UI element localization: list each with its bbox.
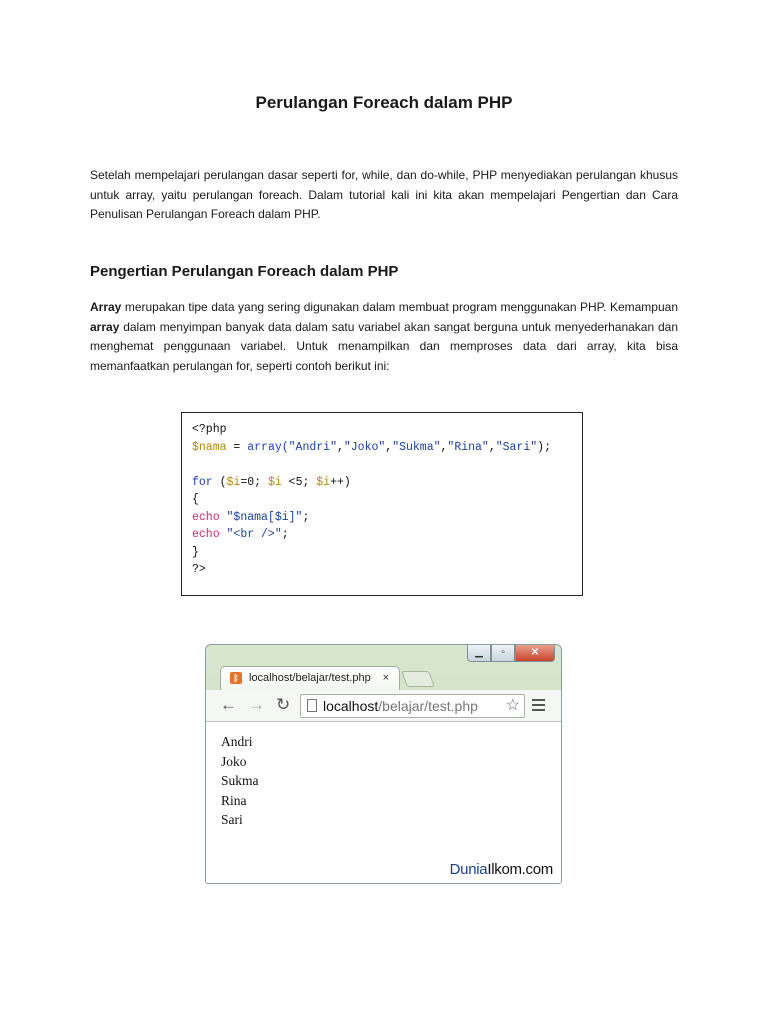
forward-arrow-icon[interactable]: → (248, 695, 265, 714)
page-title: Perulangan Foreach dalam PHP (255, 93, 513, 112)
array-bold: Array (90, 300, 122, 314)
section-paragraph: Array merupakan tipe data yang sering digunakan dalam membuat program menggunakan PHP. Kemampuan array dalam menyimpan banyak data dalam satu variabel akan sangat berguna untuk menyederhanakan dan menghemat penggunaan variabel. Untuk menampilkan dan memproses data dari array, kita bisa memanfaatkan perulangan for, seperti contoh berikut ini: (90, 300, 678, 373)
back-arrow-icon[interactable]: ← (220, 695, 237, 714)
code-line: } (192, 545, 199, 559)
output-item: Rina (221, 792, 247, 808)
tab-title: localhost/belajar/test.php (249, 672, 371, 684)
code-line-blank (192, 456, 572, 474)
maximize-button[interactable]: ▫ (491, 645, 515, 662)
browser-toolbar (206, 690, 561, 722)
page-icon (307, 699, 317, 712)
browser-tab[interactable] (220, 666, 400, 690)
code-line: $nama = array("Andri","Joko","Sukma","Rina","Sari"); (192, 440, 551, 454)
window-controls (467, 645, 555, 663)
browser-window (205, 644, 562, 884)
code-line: echo "$nama[$i]"; (192, 510, 310, 524)
reload-icon[interactable]: ↻ (276, 695, 291, 714)
code-line: echo "<br />"; (192, 528, 289, 541)
minimize-button[interactable]: ▁ (467, 645, 491, 662)
output-item: Andri (221, 734, 253, 749)
tab-close-icon[interactable]: × (382, 672, 389, 684)
new-tab-button[interactable] (401, 671, 435, 687)
address-bar[interactable] (300, 694, 525, 718)
output-item: Sari (221, 812, 243, 827)
intro-paragraph: Setelah mempelajari perulangan dasar seperti for, while, dan do-while, PHP menyediakan perulangan khusus untuk array, yaitu perulangan foreach. Dalam tutorial kali ini kita akan mempelajari Pengertian dan Cara Penulisan Perulangan Foreach dalam PHP. (90, 168, 678, 221)
section-heading: Pengertian Perulangan Foreach dalam PHP (90, 263, 399, 280)
browser-content (206, 722, 561, 884)
output-item: Sukma (221, 773, 259, 788)
output-item: Joko (221, 753, 247, 769)
array-bold-2: array (90, 319, 120, 334)
code-line: <?php (192, 423, 227, 436)
code-line: { (192, 493, 199, 506)
url-text: localhost/belajar/test.php (323, 698, 478, 714)
output-list (221, 732, 259, 830)
code-block (181, 412, 583, 596)
code-line: for ($i=0; $i <5; $i++) (192, 475, 351, 489)
xampp-icon: ᛒ (230, 672, 242, 684)
star-icon[interactable]: ☆ (505, 697, 520, 714)
close-window-button[interactable]: ✕ (515, 645, 555, 662)
brand-watermark: DuniaIlkom.com (449, 861, 553, 878)
menu-icon[interactable] (532, 699, 545, 714)
code-line: ?> (192, 563, 206, 576)
